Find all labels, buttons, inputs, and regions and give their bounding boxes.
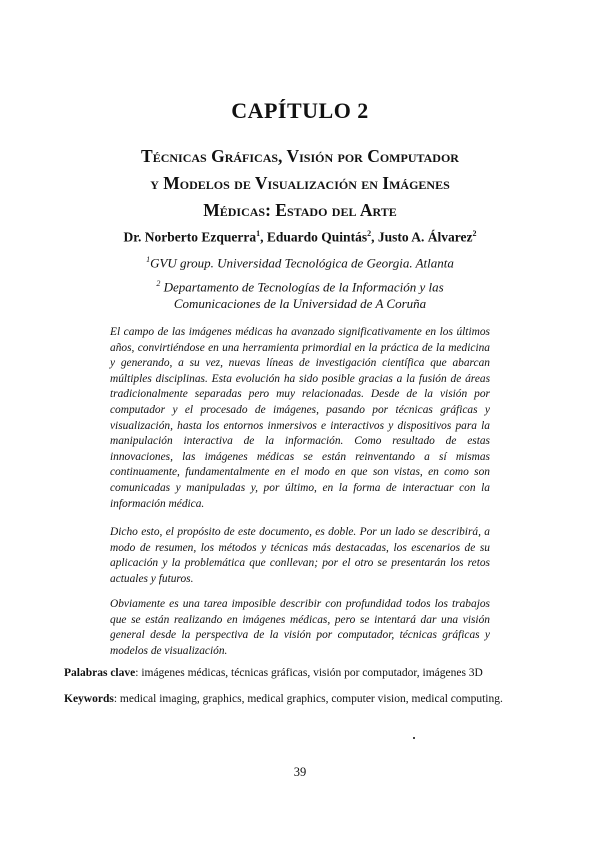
keywords-text: imágenes médicas, técnicas gráficas, visión por computador, imágenes 3D xyxy=(141,667,483,679)
stray-mark xyxy=(413,737,415,739)
keywords-english: Keywords: medical imaging, graphics, medical graphics, computer vision, medical computing. xyxy=(64,693,503,705)
keywords-spanish: Palabras clave: imágenes médicas, técnicas gráficas, visión por computador, imágenes 3D xyxy=(64,667,483,679)
title-line: Técnicas Gráficas, Visión por Computador xyxy=(141,146,459,166)
abstract-paragraph: Obviamente es una tarea imposible describir con profundidad todos los trabajos que se están realizando en imágenes médicas, pero se intentará dar una visión general desde la perspectiva de la visión por computador, técnicas gráficas y modelos de visualización. xyxy=(110,598,490,657)
author-list: Dr. Norberto Ezquerra$^1$, Eduardo Quintás$^2$, Justo A. Álvarez$^2$ xyxy=(123,229,477,245)
author-name: Eduardo Quintás xyxy=(266,229,368,245)
affiliation-text: Comunicaciones de la Universidad de A Coruña xyxy=(173,296,427,312)
abstract-paragraph: Dicho esto, el propósito de este documento, es doble. Por un lado se describirá, a modo de resumen, los métodos y técnicas más destacadas, los escenarios de su aplicación y la problemática que conllevan; por el otro se presentarán los retos actuales y futuros. xyxy=(110,526,490,585)
title-line: Médicas: Estado del Arte xyxy=(203,200,397,220)
author-name: Justo A. Álvarez xyxy=(377,229,473,245)
keywords-label: Palabras clave xyxy=(64,667,136,679)
author-affiliation-mark: 2 xyxy=(367,229,372,238)
affiliation-text: GVU group. Universidad Tecnológica de Georgia. Atlanta xyxy=(150,255,454,271)
paper-title xyxy=(60,143,540,224)
affiliation-mark: 1 xyxy=(146,255,151,264)
affiliation-1 xyxy=(0,251,600,271)
author-affiliation-mark: 1 xyxy=(256,229,261,238)
affiliation-mark: 2 xyxy=(156,279,161,288)
keywords-text: medical imaging, graphics, medical graphics, computer vision, medical computing. xyxy=(119,693,503,705)
title-line: y Modelos de Visualización en Imágenes xyxy=(150,173,450,193)
keywords-label: Keywords xyxy=(64,693,114,705)
chapter-heading: CAPÍTULO 2 xyxy=(231,98,369,123)
affiliation-text: Departamento de Tecnologías de la Información y las xyxy=(163,279,444,295)
affiliation-2 xyxy=(0,275,600,312)
page-number: 39 xyxy=(293,765,307,779)
author-affiliation-mark: 2 xyxy=(472,229,477,238)
abstract-paragraph: El campo de las imágenes médicas ha avanzado significativamente en los últimos años, convirtiéndose en una herramienta primordial en la práctica de la medicina y generando, a su vez, nuevas líneas de investigación científica que abarcan múltiples disciplinas. Esta evolución ha sido posible gracias a la fusión de áreas tradicionalmente separadas pero muy relacionadas. Desde de la visión por computador y el procesado de imágenes, pasando por técnicas gráficas y visualización, hasta los entornos inmersivos e interactivos y dispositivos para la manipulación interactiva de la información. Como resultado de estas innovaciones, las imágenes médicas se están reinventando a sí mismas continuamente, fundamentalmente en el modo en que son vistas, en como son comunicadas y manipuladas y, por último, en la forma de interactuar con la información médica. xyxy=(110,326,490,510)
author-name: Dr. Norberto Ezquerra xyxy=(123,229,257,245)
